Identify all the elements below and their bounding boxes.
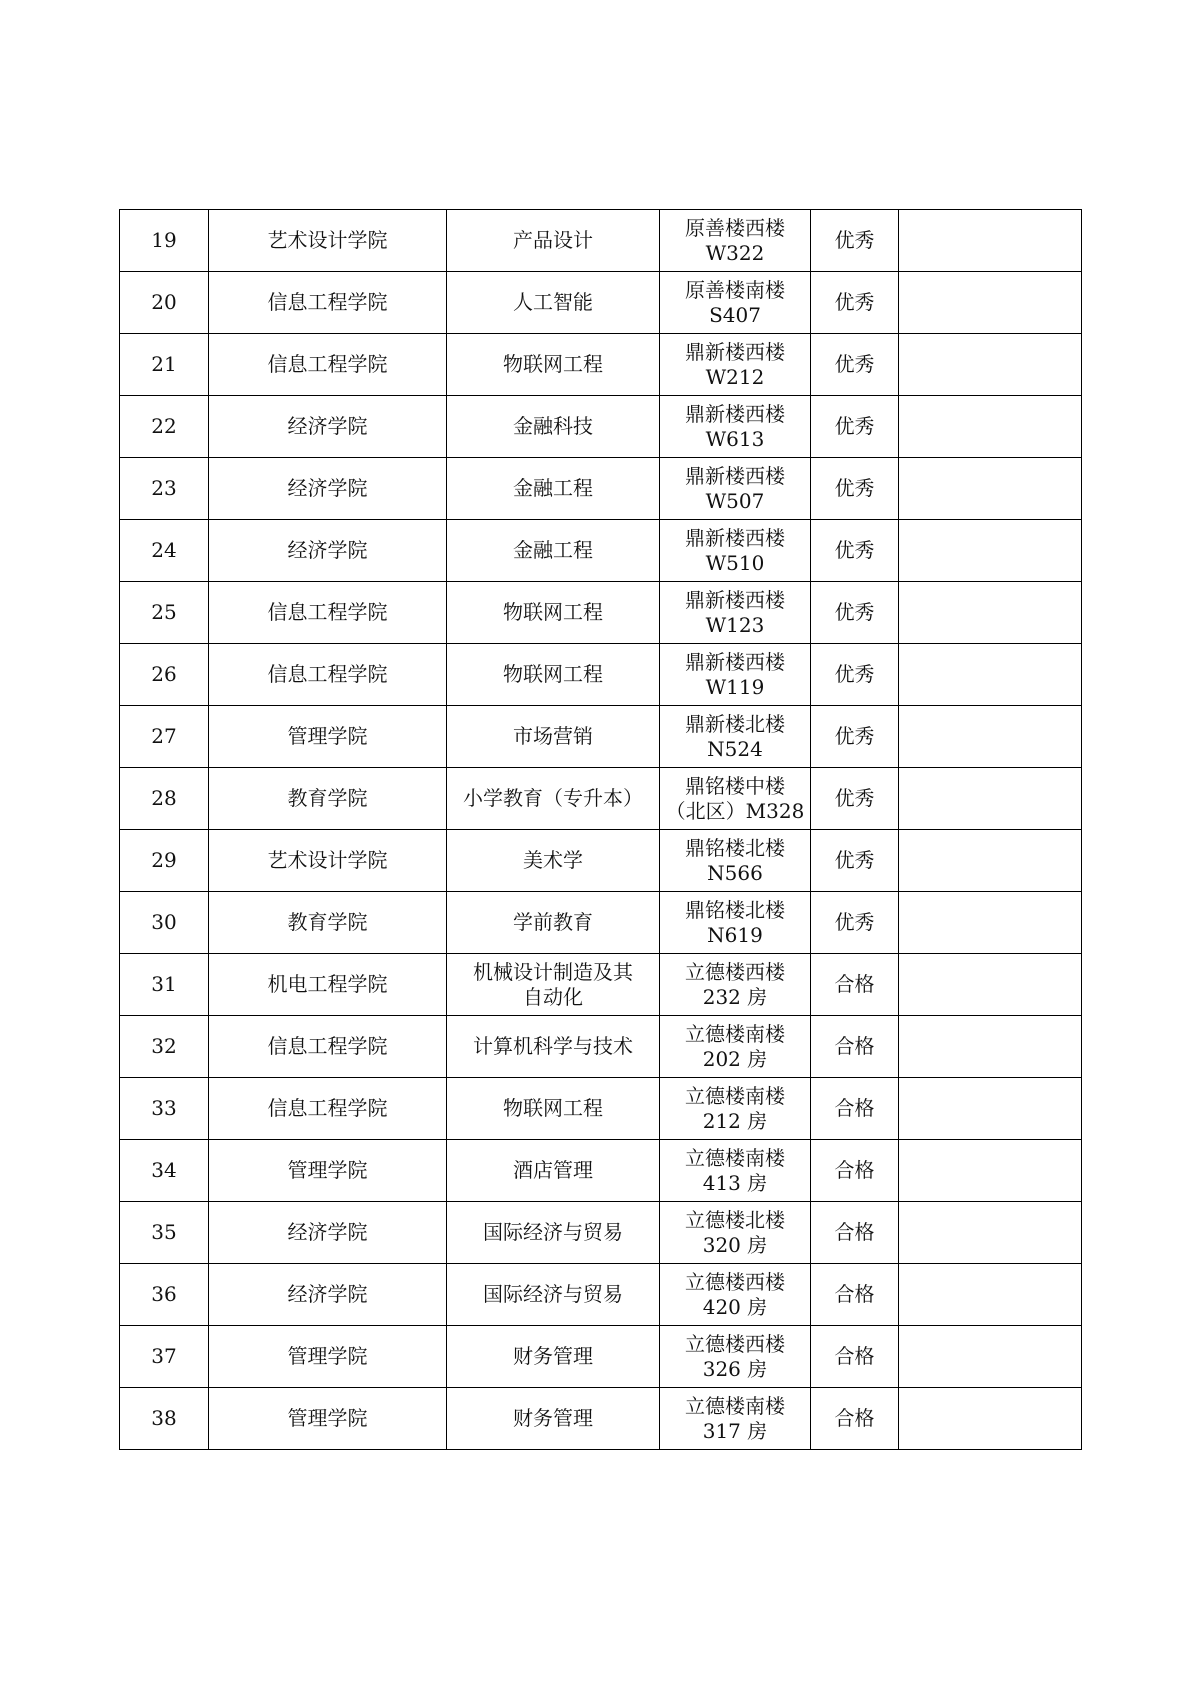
- cell-major: 学前教育: [447, 892, 660, 954]
- cell-college: 信息工程学院: [209, 644, 447, 706]
- cell-college: 机电工程学院: [209, 954, 447, 1016]
- cell-grade: 优秀: [811, 706, 899, 768]
- cell-location: 原善楼西楼 W322: [660, 210, 811, 272]
- cell-number: 23: [120, 458, 209, 520]
- cell-location: 立德楼南楼 212 房: [660, 1078, 811, 1140]
- cell-major: 金融工程: [447, 520, 660, 582]
- cell-major: 金融科技: [447, 396, 660, 458]
- cell-note: [899, 458, 1082, 520]
- cell-note: [899, 1326, 1082, 1388]
- cell-number: 26: [120, 644, 209, 706]
- cell-number: 37: [120, 1326, 209, 1388]
- table-row: [120, 1388, 1082, 1450]
- cell-grade: 合格: [811, 1016, 899, 1078]
- table-row: [120, 1202, 1082, 1264]
- cell-major: 物联网工程: [447, 1078, 660, 1140]
- cell-note: [899, 396, 1082, 458]
- cell-number: 19: [120, 210, 209, 272]
- cell-note: [899, 1016, 1082, 1078]
- cell-grade: 优秀: [811, 830, 899, 892]
- cell-grade: 优秀: [811, 458, 899, 520]
- cell-location: 鼎铭楼中楼 （北区）M328: [660, 768, 811, 830]
- table-row: [120, 520, 1082, 582]
- cell-number: 32: [120, 1016, 209, 1078]
- document-page: [119, 209, 1081, 1450]
- cell-location: 鼎新楼西楼 W507: [660, 458, 811, 520]
- table-row: [120, 210, 1082, 272]
- cell-number: 22: [120, 396, 209, 458]
- table-row: [120, 830, 1082, 892]
- cell-major: 国际经济与贸易: [447, 1202, 660, 1264]
- cell-major: 金融工程: [447, 458, 660, 520]
- cell-college: 信息工程学院: [209, 1016, 447, 1078]
- cell-number: 25: [120, 582, 209, 644]
- cell-number: 20: [120, 272, 209, 334]
- table-row: [120, 1326, 1082, 1388]
- cell-college: 艺术设计学院: [209, 830, 447, 892]
- cell-location: 立德楼北楼 320 房: [660, 1202, 811, 1264]
- cell-major: 产品设计: [447, 210, 660, 272]
- cell-grade: 优秀: [811, 892, 899, 954]
- table-row: [120, 644, 1082, 706]
- cell-major: 市场营销: [447, 706, 660, 768]
- table-row: [120, 334, 1082, 396]
- table-row: [120, 458, 1082, 520]
- cell-college: 经济学院: [209, 1202, 447, 1264]
- cell-note: [899, 582, 1082, 644]
- cell-number: 24: [120, 520, 209, 582]
- cell-major: 美术学: [447, 830, 660, 892]
- cell-location: 立德楼西楼 326 房: [660, 1326, 811, 1388]
- cell-grade: 合格: [811, 1078, 899, 1140]
- cell-note: [899, 644, 1082, 706]
- table-row: [120, 582, 1082, 644]
- cell-grade: 合格: [811, 1202, 899, 1264]
- cell-grade: 优秀: [811, 582, 899, 644]
- cell-note: [899, 1388, 1082, 1450]
- cell-location: 立德楼西楼 420 房: [660, 1264, 811, 1326]
- table-row: [120, 1016, 1082, 1078]
- cell-college: 管理学院: [209, 706, 447, 768]
- cell-college: 经济学院: [209, 520, 447, 582]
- cell-major: 财务管理: [447, 1326, 660, 1388]
- cell-grade: 合格: [811, 954, 899, 1016]
- cell-college: 管理学院: [209, 1140, 447, 1202]
- cell-note: [899, 272, 1082, 334]
- table-row: [120, 396, 1082, 458]
- cell-location: 鼎新楼西楼 W123: [660, 582, 811, 644]
- cell-note: [899, 1078, 1082, 1140]
- cell-college: 教育学院: [209, 768, 447, 830]
- cell-grade: 优秀: [811, 396, 899, 458]
- cell-college: 信息工程学院: [209, 1078, 447, 1140]
- cell-location: 立德楼南楼 317 房: [660, 1388, 811, 1450]
- table-row: [120, 1078, 1082, 1140]
- cell-grade: 优秀: [811, 644, 899, 706]
- table-row: [120, 892, 1082, 954]
- table-row: [120, 272, 1082, 334]
- cell-note: [899, 520, 1082, 582]
- cell-grade: 优秀: [811, 210, 899, 272]
- cell-major: 人工智能: [447, 272, 660, 334]
- cell-note: [899, 830, 1082, 892]
- cell-major: 小学教育（专升本）: [447, 768, 660, 830]
- cell-location: 鼎铭楼北楼 N566: [660, 830, 811, 892]
- cell-grade: 合格: [811, 1140, 899, 1202]
- cell-note: [899, 1140, 1082, 1202]
- cell-note: [899, 768, 1082, 830]
- cell-major: 计算机科学与技术: [447, 1016, 660, 1078]
- cell-location: 鼎新楼西楼 W212: [660, 334, 811, 396]
- cell-college: 教育学院: [209, 892, 447, 954]
- cell-college: 管理学院: [209, 1388, 447, 1450]
- cell-major: 物联网工程: [447, 644, 660, 706]
- cell-grade: 优秀: [811, 272, 899, 334]
- table-row: [120, 1264, 1082, 1326]
- cell-major: 机械设计制造及其 自动化: [447, 954, 660, 1016]
- cell-major: 财务管理: [447, 1388, 660, 1450]
- cell-location: 鼎新楼西楼 W119: [660, 644, 811, 706]
- cell-grade: 优秀: [811, 520, 899, 582]
- cell-grade: 优秀: [811, 768, 899, 830]
- cell-major: 酒店管理: [447, 1140, 660, 1202]
- cell-number: 33: [120, 1078, 209, 1140]
- cell-number: 27: [120, 706, 209, 768]
- cell-location: 立德楼西楼 232 房: [660, 954, 811, 1016]
- results-table: [119, 209, 1082, 1450]
- cell-number: 38: [120, 1388, 209, 1450]
- cell-number: 21: [120, 334, 209, 396]
- cell-note: [899, 706, 1082, 768]
- cell-college: 经济学院: [209, 458, 447, 520]
- cell-note: [899, 1264, 1082, 1326]
- cell-major: 国际经济与贸易: [447, 1264, 660, 1326]
- cell-grade: 优秀: [811, 334, 899, 396]
- cell-college: 信息工程学院: [209, 334, 447, 396]
- table-row: [120, 954, 1082, 1016]
- cell-number: 29: [120, 830, 209, 892]
- cell-college: 管理学院: [209, 1326, 447, 1388]
- cell-college: 经济学院: [209, 396, 447, 458]
- cell-major: 物联网工程: [447, 334, 660, 396]
- table-row: [120, 706, 1082, 768]
- cell-note: [899, 210, 1082, 272]
- cell-location: 鼎新楼北楼 N524: [660, 706, 811, 768]
- cell-college: 经济学院: [209, 1264, 447, 1326]
- cell-number: 31: [120, 954, 209, 1016]
- cell-location: 立德楼南楼 413 房: [660, 1140, 811, 1202]
- cell-grade: 合格: [811, 1388, 899, 1450]
- cell-location: 立德楼南楼 202 房: [660, 1016, 811, 1078]
- cell-college: 艺术设计学院: [209, 210, 447, 272]
- cell-major: 物联网工程: [447, 582, 660, 644]
- cell-grade: 合格: [811, 1326, 899, 1388]
- cell-location: 鼎铭楼北楼 N619: [660, 892, 811, 954]
- cell-location: 原善楼南楼 S407: [660, 272, 811, 334]
- cell-number: 28: [120, 768, 209, 830]
- table-row: [120, 768, 1082, 830]
- cell-note: [899, 334, 1082, 396]
- cell-note: [899, 954, 1082, 1016]
- cell-note: [899, 1202, 1082, 1264]
- cell-number: 35: [120, 1202, 209, 1264]
- cell-college: 信息工程学院: [209, 582, 447, 644]
- cell-grade: 合格: [811, 1264, 899, 1326]
- cell-number: 34: [120, 1140, 209, 1202]
- cell-location: 鼎新楼西楼 W510: [660, 520, 811, 582]
- cell-number: 36: [120, 1264, 209, 1326]
- cell-college: 信息工程学院: [209, 272, 447, 334]
- table-row: [120, 1140, 1082, 1202]
- cell-number: 30: [120, 892, 209, 954]
- cell-note: [899, 892, 1082, 954]
- cell-location: 鼎新楼西楼 W613: [660, 396, 811, 458]
